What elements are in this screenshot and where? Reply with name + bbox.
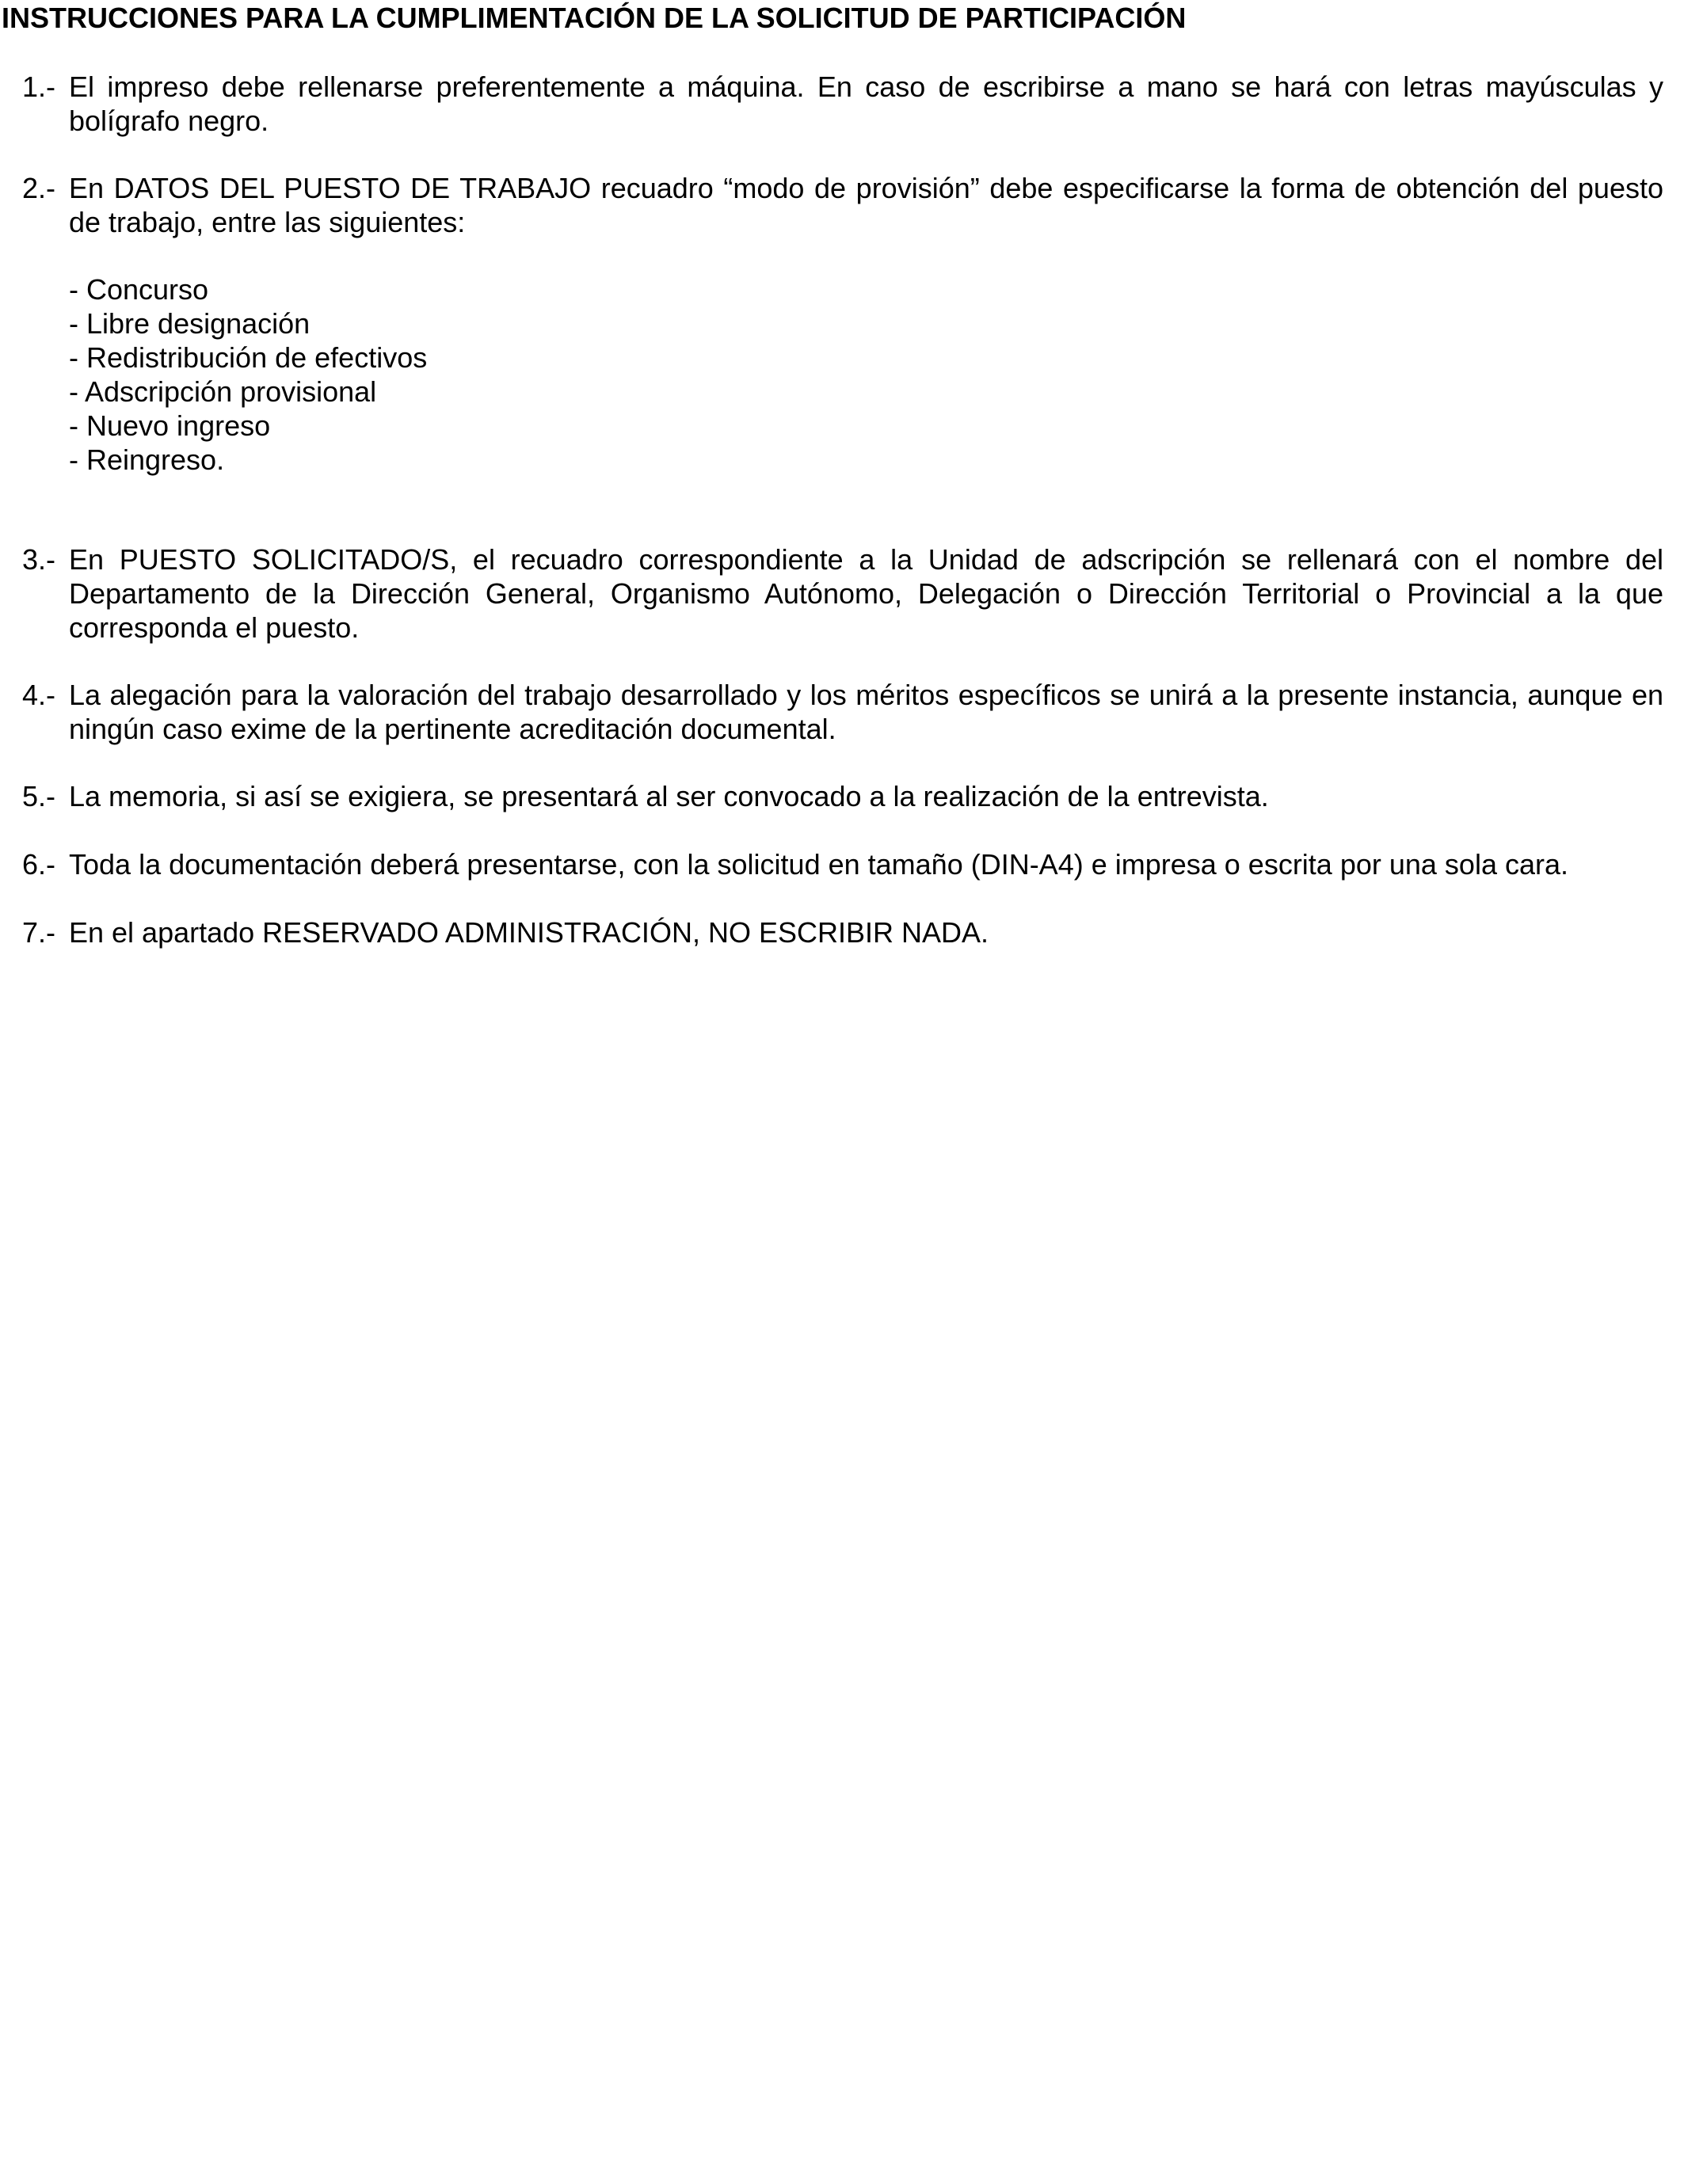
instruction-number: 6.- (22, 848, 56, 881)
instruction-text: En DATOS DEL PUESTO DE TRABAJO recuadro “modo de provisión” debe especificarse la forma de obtención del puesto de trabajo, entre las siguientes: (69, 172, 1663, 238)
instruction-item-3 (0, 542, 1663, 645)
instruction-number: 5.- (22, 780, 56, 812)
list-item: - Concurso (69, 273, 209, 306)
instruction-item-7 (0, 915, 1663, 949)
instruction-number: 1.- (22, 70, 56, 103)
document-title: INSTRUCCIONES PARA LA CUMPLIMENTACIÓN DE LA SOLICITUD DE PARTICIPACIÓN (2, 2, 1187, 34)
instruction-text: En el apartado RESERVADO ADMINISTRACIÓN, NO ESCRIBIR NADA. (69, 916, 989, 949)
list-item: - Nuevo ingreso (69, 409, 271, 442)
instruction-item-6 (0, 847, 1663, 881)
instruction-number: 3.- (22, 543, 56, 576)
instruction-number: 4.- (22, 679, 56, 711)
instruction-item-1 (0, 70, 1663, 138)
list-item: - Adscripción provisional (69, 375, 377, 408)
instruction-number: 2.- (22, 172, 56, 204)
instruction-item-2 (0, 171, 1663, 239)
list-item: - Redistribución de efectivos (69, 341, 428, 374)
list-item: - Reingreso. (69, 443, 225, 476)
instruction-item-4 (0, 678, 1663, 746)
instruction-number: 7.- (22, 916, 56, 949)
instruction-item-5 (0, 779, 1663, 813)
instruction-text: El impreso debe rellenarse preferentemente a máquina. En caso de escribirse a mano se hará con letras mayúsculas y bolígrafo negro. (69, 70, 1663, 137)
instruction-text: En PUESTO SOLICITADO/S, el recuadro correspondiente a la Unidad de adscripción se rellenará con el nombre del Departamento de la Dirección General, Organismo Autónomo, Delegación o Dirección Territorial o Provincial a la que corresponda el puesto. (69, 543, 1663, 644)
list-item: - Libre designación (69, 307, 311, 340)
provision-mode-list (69, 272, 427, 477)
instruction-text: Toda la documentación deberá presentarse, con la solicitud en tamaño (DIN-A4) e impresa o escrita por una sola cara. (69, 848, 1569, 881)
instruction-text: La alegación para la valoración del trabajo desarrollado y los méritos específicos se unirá a la presente instancia, aunque en ningún caso exime de la pertinente acreditación documental. (69, 679, 1663, 745)
instruction-text: La memoria, si así se exigiera, se presentará al ser convocado a la realización de la entrevista. (69, 780, 1269, 812)
